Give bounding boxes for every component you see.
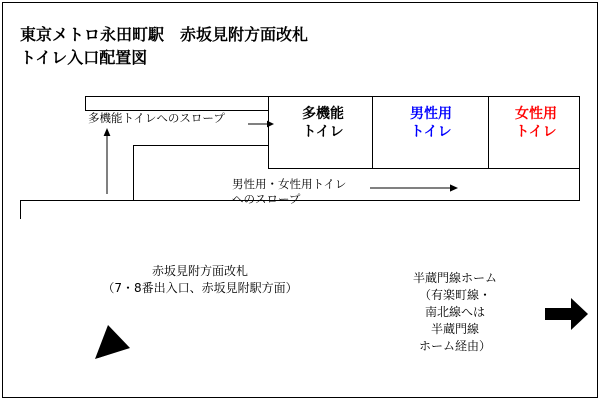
plan-wall-corridor-inner-right (268, 145, 269, 168)
plan-wall-left-foot (20, 218, 21, 219)
plan-wall-slope-left (85, 96, 86, 110)
caption-right-line2: （有楽町線・ (418, 288, 491, 302)
room-label-womens-line2: トイレ (515, 124, 557, 140)
caption-right-line4: 半蔵門線 (430, 322, 479, 336)
arrow-right-slope-multipurpose (248, 118, 274, 130)
annotation-slope-toilets (232, 177, 346, 207)
room-label-womens-line1: 女性用 (515, 106, 557, 122)
caption-left-line1: 赤坂見附方面改札 (151, 264, 248, 278)
arrow-right-slope-toilets (370, 182, 458, 194)
plan-wall-rooms-bottom (268, 168, 580, 169)
plan-wall-corridor-inner-top (133, 145, 268, 146)
plan-wall-divider-2 (488, 96, 489, 168)
page-border-left (2, 2, 3, 398)
room-label-mens-line1: 男性用 (410, 106, 452, 122)
page-border-right (597, 2, 598, 398)
caption-right-line1: 半蔵門線ホーム (412, 271, 497, 285)
annotation-slope-toilets-line2: へのスロープ (232, 192, 301, 206)
room-label-multipurpose-line1: 多機能 (302, 106, 344, 122)
room-label-mens-line2: トイレ (410, 124, 452, 140)
page-border-bottom (2, 397, 598, 398)
room-label-mens (380, 105, 482, 141)
page-title-line-1: 東京メトロ永田町駅 赤坂見附方面改札 (20, 25, 309, 44)
caption-right-platform (380, 270, 530, 355)
page-border-top (2, 2, 598, 3)
plan-wall-divider-1 (372, 96, 373, 168)
arrow-up-corridor (101, 128, 113, 194)
plan-wall-top (85, 96, 580, 97)
room-label-multipurpose (278, 105, 368, 141)
room-label-multipurpose-line2: トイレ (302, 124, 344, 140)
caption-left-exit (60, 263, 340, 297)
annotation-slope-toilets-line1: 男性用・女性用トイレ (232, 177, 347, 191)
plan-wall-right (579, 96, 580, 201)
caption-right-line5: ホーム経由） (418, 339, 491, 353)
plan-wall-left (20, 200, 21, 218)
arrow-down-left-icon (92, 318, 138, 360)
annotation-slope-multipurpose: 多機能トイレへのスロープ (88, 111, 225, 125)
plan-wall-corridor-inner-left (133, 145, 134, 200)
caption-left-line2: （7・8番出入口、赤坂見附駅方面） (102, 281, 298, 295)
arrow-right-icon (545, 296, 589, 332)
caption-right-line3: 南北線へは (424, 305, 485, 319)
room-label-womens (496, 105, 576, 141)
page-title-line-2: トイレ入口配置図 (20, 48, 148, 67)
